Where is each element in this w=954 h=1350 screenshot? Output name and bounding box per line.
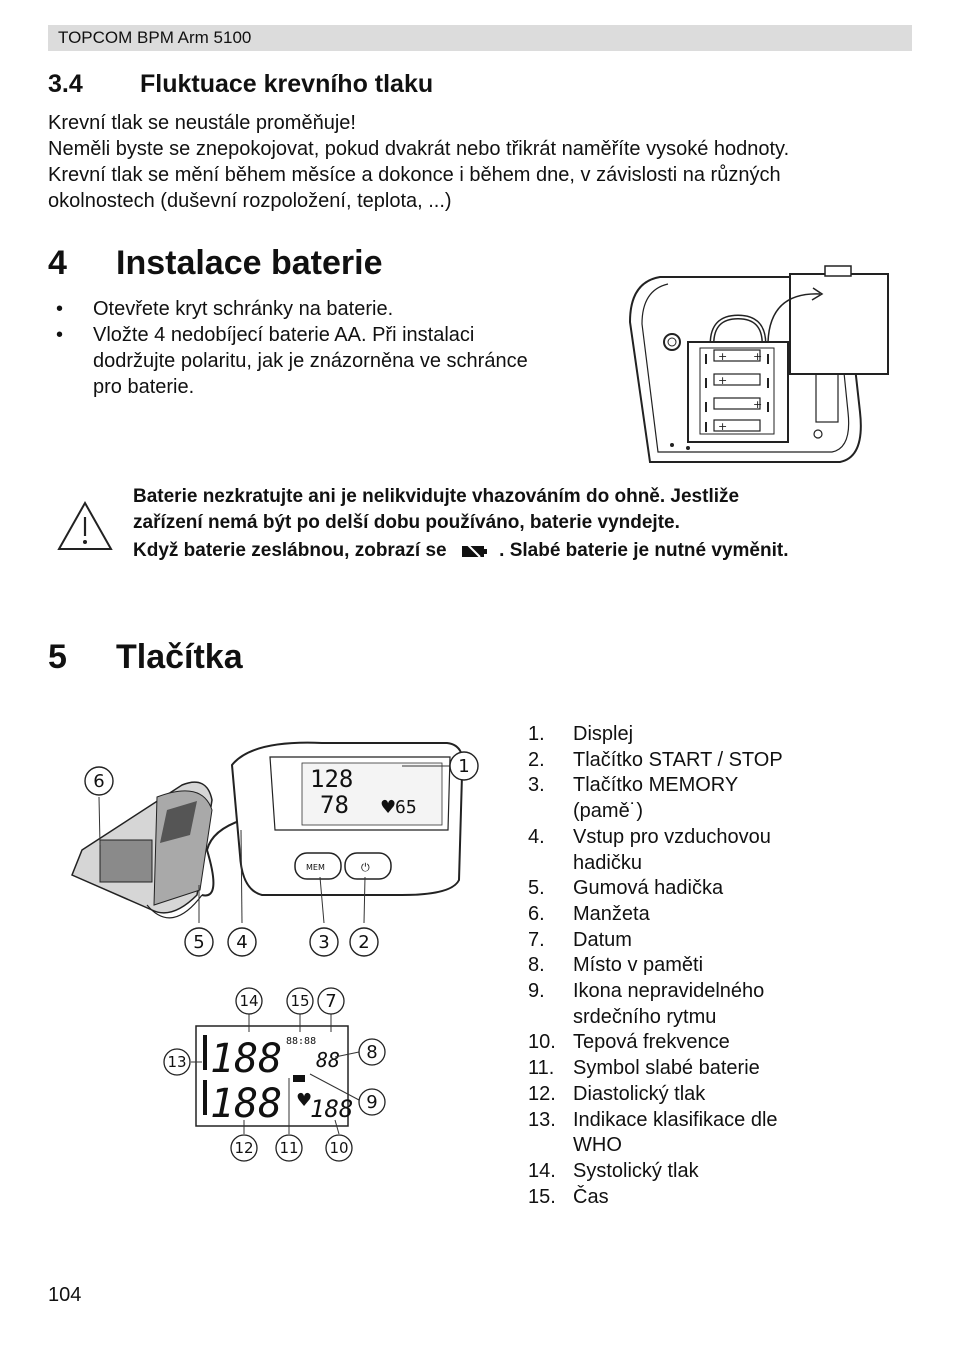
list-line: Tepová frekvence [573,1031,730,1054]
list-number: 13. [528,1108,556,1131]
lcd-pulse: 188 [310,1095,354,1123]
bullet-item [48,322,608,400]
list-line: hadičku [573,851,642,874]
warning-line: zařízení nemá být po delší dobu používáno, baterie vyndejte. [133,512,680,533]
body-line: okolnostech (duševní rozpoložení, teplota, ...) [48,190,452,212]
lcd-systolic: 188 [210,1036,283,1082]
section-3-4-title: Fluktuace krevního tlaku [140,70,434,98]
svg-text:♥: ♥ [380,797,397,818]
power-icon: ⏻ [361,861,370,874]
list-item [528,1056,848,1082]
callout-1: 1 [458,756,470,777]
list-line: Indikace klasifikace dle [573,1108,778,1131]
list-number: 12. [528,1082,556,1105]
section-5-number: 5 [48,638,67,676]
list-number: 11. [528,1057,555,1080]
bullet-item [48,296,608,322]
list-number: 7. [528,928,545,951]
list-line: Čas [573,1185,609,1208]
bullet-marker: • [56,324,64,346]
lcd-memory: 88 [316,1048,341,1072]
list-number: 5. [528,877,545,900]
warning-text-before: Když baterie zeslábnou, zobrazí se [133,540,447,561]
display-systolic: 128 [310,765,354,793]
bullet-marker: • [56,298,64,320]
list-number: 1. [528,723,545,745]
callout-3: 3 [318,932,330,953]
bullet-line: pro baterie. [93,376,195,398]
list-line: Diastolický tlak [573,1082,706,1105]
list-line: Místo v paměti [573,954,704,977]
svg-text:+: + [718,420,728,433]
list-line: Tlačítko MEMORY [573,774,739,797]
list-item [528,722,848,748]
list-number: 8. [528,954,545,977]
callout-13: 13 [167,1053,187,1071]
lcd-time: 88:88 [286,1036,317,1047]
callout-7: 7 [325,991,337,1012]
list-line: srdečního rytmu [573,1005,717,1028]
body-line: Neměli byste se znepokojovat, pokud dvakrát nebo třikrát naměříte vysoké hodnoty. [48,138,790,160]
list-item [528,1082,848,1108]
list-line: Ikona nepravidelného [573,980,765,1003]
list-line: Vstup pro vzduchovou [573,825,771,848]
list-item [528,979,848,1030]
battery-compartment-illustration [620,262,900,472]
callout-10: 10 [329,1139,349,1157]
list-item [528,876,848,902]
section-4-number: 4 [48,244,67,282]
list-item [528,825,848,876]
battery-steps [48,296,608,400]
mem-button-label: MEM [306,863,325,872]
low-battery-icon [456,542,490,558]
list-item [528,1030,848,1056]
list-number: 2. [528,748,545,771]
device-illustration [62,735,492,970]
list-item [528,748,848,774]
list-line: (pamě˙) [573,800,644,823]
list-item [528,1108,848,1159]
button-legend-list [528,722,848,1210]
bullet-line: dodržujte polaritu, jak je znázorněna ve schránce [93,350,528,372]
page-number: 104 [48,1284,82,1306]
section-3-4-number: 3.4 [48,70,83,98]
callout-8: 8 [366,1042,378,1063]
warning-triangle-icon [56,500,114,552]
list-item [528,928,848,954]
list-line: Gumová hadička [573,877,724,900]
display-pulse: 65 [395,797,417,818]
battery-warning [133,484,923,564]
warning-text-after: . Slabé baterie je nutné vyměnit. [499,540,789,561]
list-line: Displej [573,723,634,745]
callout-14: 14 [239,992,259,1010]
callout-6: 6 [93,771,105,792]
callout-12: 12 [234,1139,254,1157]
list-item [528,1159,848,1185]
list-line: Manžeta [573,902,650,925]
section-3-4-body [48,110,918,214]
list-item [528,773,848,824]
svg-text:+: + [753,398,763,411]
list-item [528,953,848,979]
callout-2: 2 [358,932,370,953]
section-4-title: Instalace baterie [116,244,383,282]
list-item [528,1185,848,1211]
callout-9: 9 [366,1092,378,1113]
warning-line: Baterie nezkratujte ani je nelikvidujte vhazováním do ohně. Jestliže [133,486,740,507]
body-line: Krevní tlak se neustále proměňuje! [48,112,356,134]
callout-15: 15 [290,992,310,1010]
section-5-title: Tlačítka [116,638,243,676]
lcd-illustration [160,982,400,1167]
display-diastolic: 78 [320,791,349,819]
list-line: Tlačítko START / STOP [573,748,783,771]
list-line: WHO [573,1134,622,1157]
list-number: 14. [528,1159,556,1182]
list-item [528,902,848,928]
svg-text:+: + [718,374,728,387]
lcd-diastolic: 188 [210,1081,283,1127]
header-bar [48,25,912,51]
warning-line [133,538,923,564]
list-number: 15. [528,1185,556,1208]
bullet-line: Vložte 4 nedobíjecí baterie AA. Při instalaci [93,324,475,346]
svg-text:♥: ♥ [296,1090,313,1111]
svg-text:+: + [718,350,728,363]
list-number: 9. [528,980,545,1003]
header-title: TOPCOM BPM Arm 5100 [58,28,252,47]
list-number: 6. [528,902,545,925]
list-line: Datum [573,928,632,951]
body-line: Krevní tlak se mění během měsíce a dokonce i během dne, v závislosti na různých [48,164,781,186]
list-number: 10. [528,1031,556,1054]
callout-4: 4 [236,932,248,953]
list-number: 3. [528,774,545,797]
bullet-line: Otevřete kryt schránky na baterie. [93,298,394,320]
list-line: Systolický tlak [573,1159,699,1182]
callout-11: 11 [279,1139,299,1157]
callout-5: 5 [193,932,205,953]
list-line: Symbol slabé baterie [573,1057,760,1080]
list-number: 4. [528,825,545,848]
svg-text:+: + [753,350,763,363]
